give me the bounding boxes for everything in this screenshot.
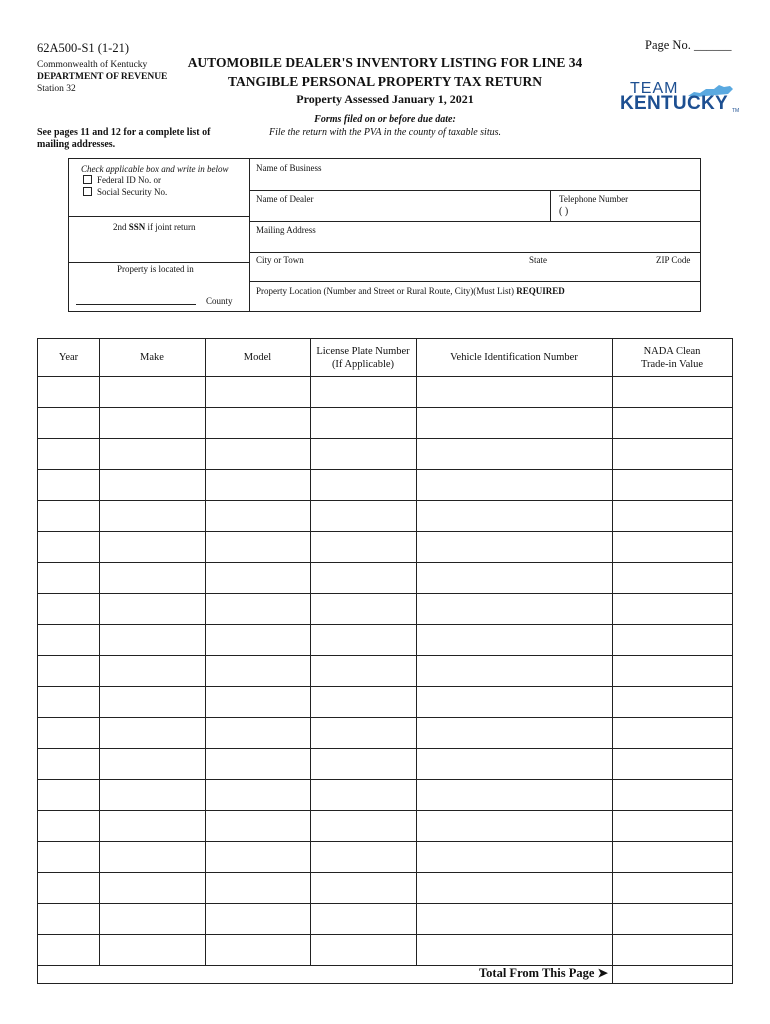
cell-license-plate[interactable] xyxy=(311,687,415,716)
cell-year[interactable] xyxy=(39,532,98,561)
telephone-label: Telephone Number xyxy=(559,194,629,204)
cell-nada-value[interactable] xyxy=(613,842,731,871)
cell-license-plate[interactable] xyxy=(311,501,415,530)
cell-year[interactable] xyxy=(39,780,98,809)
cell-vin[interactable] xyxy=(417,501,611,530)
cell-vin[interactable] xyxy=(417,780,611,809)
cell-license-plate[interactable] xyxy=(311,904,415,933)
cell-model[interactable] xyxy=(206,532,309,561)
cell-model[interactable] xyxy=(206,501,309,530)
cell-year[interactable] xyxy=(39,749,98,778)
cell-year[interactable] xyxy=(39,501,98,530)
cell-make[interactable] xyxy=(100,749,204,778)
cell-vin[interactable] xyxy=(417,811,611,840)
divider xyxy=(249,190,701,191)
cell-make[interactable] xyxy=(100,904,204,933)
cell-model[interactable] xyxy=(206,625,309,654)
divider xyxy=(249,281,701,282)
ssn-checkbox[interactable] xyxy=(83,187,92,196)
city-label: City or Town xyxy=(256,255,304,265)
cell-year[interactable] xyxy=(39,408,98,437)
column-header-vin: Vehicle Identification Number xyxy=(450,352,578,363)
cell-model[interactable] xyxy=(206,377,309,406)
ssn-option[interactable] xyxy=(83,187,167,197)
cell-vin[interactable] xyxy=(417,625,611,654)
team-kentucky-logo xyxy=(620,80,738,120)
cell-license-plate[interactable] xyxy=(311,377,415,406)
cell-model[interactable] xyxy=(206,749,309,778)
cell-nada-value[interactable] xyxy=(613,470,731,499)
cell-model[interactable] xyxy=(206,904,309,933)
cell-vin[interactable] xyxy=(417,749,611,778)
cell-model[interactable] xyxy=(206,935,309,964)
mailing-address-note: See pages 11 and 12 for a complete list of mailing addresses. xyxy=(37,127,211,150)
cell-license-plate[interactable] xyxy=(311,408,415,437)
cell-license-plate[interactable] xyxy=(311,532,415,561)
title-line-1: AUTOMOBILE DEALER'S INVENTORY LISTING FOR LINE 34 xyxy=(187,55,583,70)
cell-make[interactable] xyxy=(100,873,204,902)
cell-nada-value[interactable] xyxy=(613,687,731,716)
cell-make[interactable] xyxy=(100,842,204,871)
check-instruction: Check applicable box and write in below xyxy=(81,164,229,174)
cell-license-plate[interactable] xyxy=(311,749,415,778)
mailing-address-label: Mailing Address xyxy=(256,225,316,235)
cell-vin[interactable] xyxy=(417,935,611,964)
dealer-name-label: Name of Dealer xyxy=(256,194,314,204)
cell-nada-value[interactable] xyxy=(613,563,731,592)
cell-license-plate[interactable] xyxy=(311,718,415,747)
cell-model[interactable] xyxy=(206,842,309,871)
cell-make[interactable] xyxy=(100,470,204,499)
cell-year[interactable] xyxy=(39,594,98,623)
logo-trademark: TM xyxy=(732,108,740,114)
cell-vin[interactable] xyxy=(417,532,611,561)
cell-vin[interactable] xyxy=(417,377,611,406)
cell-nada-value[interactable] xyxy=(613,408,731,437)
cell-year[interactable] xyxy=(39,439,98,468)
cell-model[interactable] xyxy=(206,563,309,592)
cell-license-plate[interactable] xyxy=(311,842,415,871)
total-value-cell[interactable] xyxy=(613,966,731,982)
cell-year[interactable] xyxy=(39,718,98,747)
cell-nada-value[interactable] xyxy=(613,718,731,747)
vehicle-inventory-table xyxy=(37,338,733,984)
logo-kentucky-text: KENTUCKY xyxy=(620,93,728,114)
cell-vin[interactable] xyxy=(417,904,611,933)
second-ssn-label: 2nd SSN if joint return xyxy=(113,222,196,232)
property-located-label: Property is located in xyxy=(117,264,194,274)
cell-license-plate[interactable] xyxy=(311,811,415,840)
total-from-page-label: Total From This Page ➤ xyxy=(478,966,608,980)
logo-team-text: TEAM xyxy=(630,80,679,97)
cell-make[interactable] xyxy=(100,811,204,840)
divider xyxy=(69,216,249,217)
cell-nada-value[interactable] xyxy=(613,501,731,530)
cell-license-plate[interactable] xyxy=(311,563,415,592)
cell-nada-value[interactable] xyxy=(613,439,731,468)
cell-make[interactable] xyxy=(100,687,204,716)
column-header-license-plate: License Plate Number (If Applicable) xyxy=(316,345,410,370)
cell-make[interactable] xyxy=(100,718,204,747)
cell-license-plate[interactable] xyxy=(311,470,415,499)
cell-model[interactable] xyxy=(206,718,309,747)
cell-vin[interactable] xyxy=(417,718,611,747)
form-title xyxy=(170,54,600,91)
cell-vin[interactable] xyxy=(417,687,611,716)
cell-vin[interactable] xyxy=(417,842,611,871)
ssn-label: Social Security No. xyxy=(97,187,168,197)
cell-nada-value[interactable] xyxy=(613,935,731,964)
cell-vin[interactable] xyxy=(417,439,611,468)
cell-year[interactable] xyxy=(39,687,98,716)
cell-vin[interactable] xyxy=(417,656,611,685)
cell-model[interactable] xyxy=(206,687,309,716)
cell-nada-value[interactable] xyxy=(613,780,731,809)
cell-license-plate[interactable] xyxy=(311,780,415,809)
station-label: Station 32 xyxy=(37,84,76,94)
state-label: State xyxy=(529,255,547,265)
cell-make[interactable] xyxy=(100,377,204,406)
cell-vin[interactable] xyxy=(417,408,611,437)
agency-block xyxy=(37,59,167,95)
cell-license-plate[interactable] xyxy=(311,625,415,654)
county-input-line[interactable] xyxy=(76,304,196,305)
cell-year[interactable] xyxy=(39,470,98,499)
cell-license-plate[interactable] xyxy=(311,873,415,902)
cell-year[interactable] xyxy=(39,873,98,902)
cell-nada-value[interactable] xyxy=(613,377,731,406)
title-line-2: TANGIBLE PERSONAL PROPERTY TAX RETURN xyxy=(227,73,543,89)
cell-license-plate[interactable] xyxy=(311,935,415,964)
federal-id-label: Federal ID No. or xyxy=(97,175,161,185)
column-header-make: Make xyxy=(140,352,164,363)
divider xyxy=(249,221,701,222)
cell-make[interactable] xyxy=(100,532,204,561)
cell-model[interactable] xyxy=(206,408,309,437)
cell-nada-value[interactable] xyxy=(613,904,731,933)
cell-license-plate[interactable] xyxy=(311,656,415,685)
divider xyxy=(69,262,249,263)
column-header-nada-value: NADA Clean Trade-in Value xyxy=(640,345,704,370)
cell-make[interactable] xyxy=(100,625,204,654)
cell-vin[interactable] xyxy=(417,873,611,902)
filing-deadline: Forms filed on or before due date: xyxy=(314,114,456,125)
cell-year[interactable] xyxy=(39,811,98,840)
county-label: County xyxy=(206,296,233,306)
cell-year[interactable] xyxy=(39,842,98,871)
divider xyxy=(249,252,701,253)
cell-model[interactable] xyxy=(206,811,309,840)
federal-id-checkbox[interactable] xyxy=(83,175,92,184)
cell-model[interactable] xyxy=(206,594,309,623)
filing-instructions xyxy=(235,114,535,139)
zip-label: ZIP Code xyxy=(656,255,691,265)
cell-make[interactable] xyxy=(100,935,204,964)
info-divider xyxy=(249,159,250,311)
commonwealth-label: Commonwealth of Kentucky xyxy=(37,60,148,70)
divider xyxy=(550,190,551,221)
business-name-label: Name of Business xyxy=(256,163,322,173)
cell-nada-value[interactable] xyxy=(613,532,731,561)
cell-make[interactable] xyxy=(100,594,204,623)
cell-nada-value[interactable] xyxy=(613,749,731,778)
page-number-field[interactable]: Page No. ______ xyxy=(645,38,732,52)
cell-make[interactable] xyxy=(100,563,204,592)
cell-nada-value[interactable] xyxy=(613,811,731,840)
cell-nada-value[interactable] xyxy=(613,656,731,685)
cell-vin[interactable] xyxy=(417,470,611,499)
cell-year[interactable] xyxy=(39,563,98,592)
cell-model[interactable] xyxy=(206,470,309,499)
cell-license-plate[interactable] xyxy=(311,439,415,468)
cell-model[interactable] xyxy=(206,439,309,468)
cell-year[interactable] xyxy=(39,904,98,933)
filing-location: File the return with the PVA in the county of taxable situs. xyxy=(269,126,501,138)
property-location-label: Property Location (Number and Street or Rural Route, City)(Must List) REQUIRED xyxy=(256,286,565,296)
cell-nada-value[interactable] xyxy=(613,873,731,902)
federal-id-option[interactable] xyxy=(83,175,161,185)
assessment-date: Property Assessed January 1, 2021 xyxy=(296,92,474,106)
cell-make[interactable] xyxy=(100,439,204,468)
cell-model[interactable] xyxy=(206,780,309,809)
cell-make[interactable] xyxy=(100,656,204,685)
cell-vin[interactable] xyxy=(417,563,611,592)
cell-make[interactable] xyxy=(100,408,204,437)
cell-year[interactable] xyxy=(39,656,98,685)
column-header-model: Model xyxy=(243,352,272,363)
column-header-year: Year xyxy=(58,352,79,363)
form-id: 62A500-S1 (1-21) xyxy=(37,41,130,55)
cell-make[interactable] xyxy=(100,780,204,809)
cell-nada-value[interactable] xyxy=(613,594,731,623)
telephone-parens[interactable]: ( ) xyxy=(559,206,569,217)
cell-vin[interactable] xyxy=(417,594,611,623)
cell-make[interactable] xyxy=(100,501,204,530)
cell-year[interactable] xyxy=(39,377,98,406)
department-label: DEPARTMENT OF REVENUE xyxy=(37,72,168,82)
cell-year[interactable] xyxy=(39,935,98,964)
dealer-info-block xyxy=(68,158,701,312)
cell-license-plate[interactable] xyxy=(311,594,415,623)
cell-model[interactable] xyxy=(206,873,309,902)
cell-model[interactable] xyxy=(206,656,309,685)
cell-nada-value[interactable] xyxy=(613,625,731,654)
cell-year[interactable] xyxy=(39,625,98,654)
